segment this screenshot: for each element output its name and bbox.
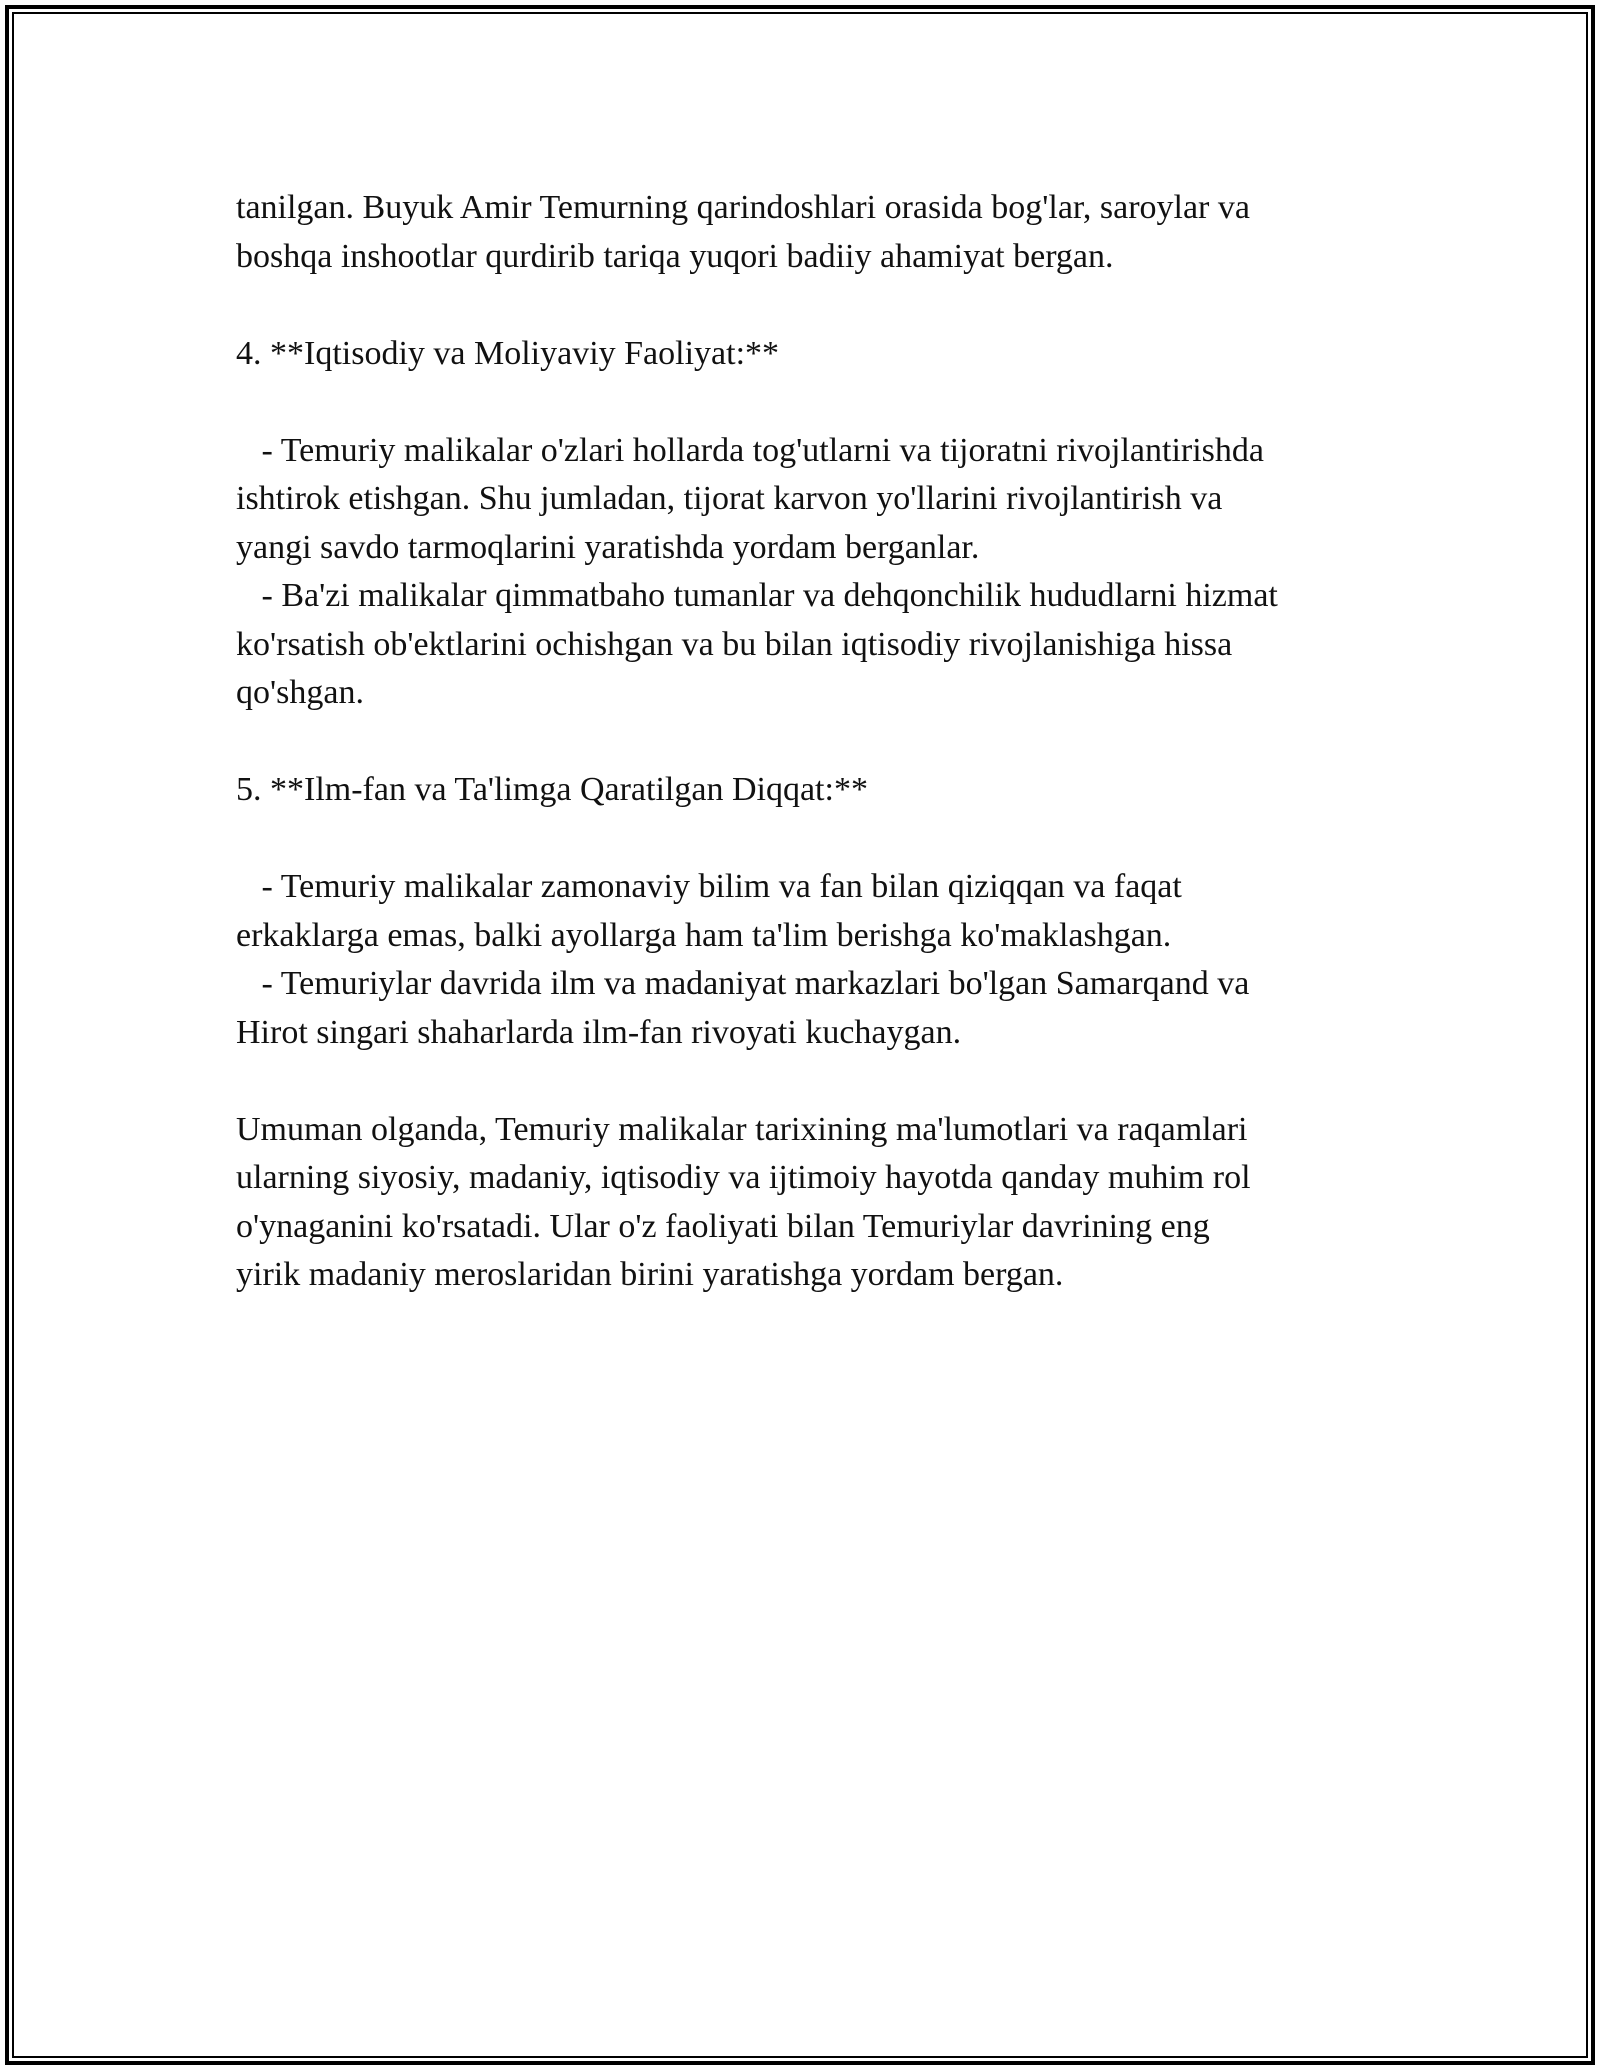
paragraph-gap — [236, 718, 1386, 767]
text-line: qo'shgan. — [236, 674, 364, 711]
text-line: Hirot singari shaharlarda ilm-fan rivoyati kuchaygan. — [236, 1013, 962, 1051]
paragraph-gap — [236, 815, 1386, 864]
text-line: ishtirok etishgan. Shu jumladan, tijorat karvon yo'llarini rivojlantirish va — [236, 480, 1223, 517]
text-line: - Ba'zi malikalar qimmatbaho tumanlar va dehqonchilik hududlarni hizmat — [236, 577, 1278, 614]
intro-paragraph — [236, 184, 1386, 281]
paragraph-gap — [236, 281, 1386, 330]
text-line: boshqa inshootlar qurdirib tariqa yuqori badiiy ahamiyat bergan. — [236, 237, 1114, 275]
paragraph-gap — [236, 1057, 1386, 1106]
paragraph-gap — [236, 378, 1386, 427]
section-4-bullet-2 — [236, 572, 1386, 718]
section-4-bullet-1 — [236, 427, 1386, 573]
text-line: Umuman olganda, Temuriy malikalar tarixining ma'lumotlari va raqamlari — [236, 1110, 1248, 1148]
section-4-heading: 4. **Iqtisodiy va Moliyaviy Faoliyat:** — [236, 334, 780, 372]
text-line: - Temuriylar davrida ilm va madaniyat markazlari bo'lgan Samarqand va — [236, 965, 1250, 1002]
text-line: o'ynaganini ko'rsatadi. Ular o'z faoliyati bilan Temuriylar davrining eng — [236, 1207, 1210, 1245]
text-line: erkaklarga emas, balki ayollarga ham ta'lim berishga ko'maklashgan. — [236, 916, 1172, 954]
text-line: yirik madaniy meroslaridan birini yaratishga yordam bergan. — [236, 1256, 1064, 1293]
text-line: ularning siyosiy, madaniy, iqtisodiy va ijtimoiy hayotda qanday muhim rol — [236, 1159, 1251, 1196]
text-line: - Temuriy malikalar o'zlari hollarda tog'utlarni va tijoratni rivojlantirishda — [236, 431, 1265, 469]
text-line: tanilgan. Buyuk Amir Temurning qarindoshlari orasida bog'lar, saroylar va — [236, 189, 1250, 226]
section-5-bullet-2 — [236, 960, 1386, 1057]
document-page — [236, 184, 1386, 1300]
text-line: ko'rsatish ob'ektlarini ochishgan va bu bilan iqtisodiy rivojlanishiga hissa — [236, 625, 1233, 663]
section-5-heading: 5. **Ilm-fan va Ta'limga Qaratilgan Diqqat:** — [236, 771, 868, 808]
text-line: yangi savdo tarmoqlarini yaratishda yordam berganlar. — [236, 528, 980, 566]
conclusion-paragraph — [236, 1106, 1386, 1300]
section-5-bullet-1 — [236, 863, 1386, 960]
text-line: - Temuriy malikalar zamonaviy bilim va fan bilan qiziqqan va faqat — [236, 868, 1182, 905]
